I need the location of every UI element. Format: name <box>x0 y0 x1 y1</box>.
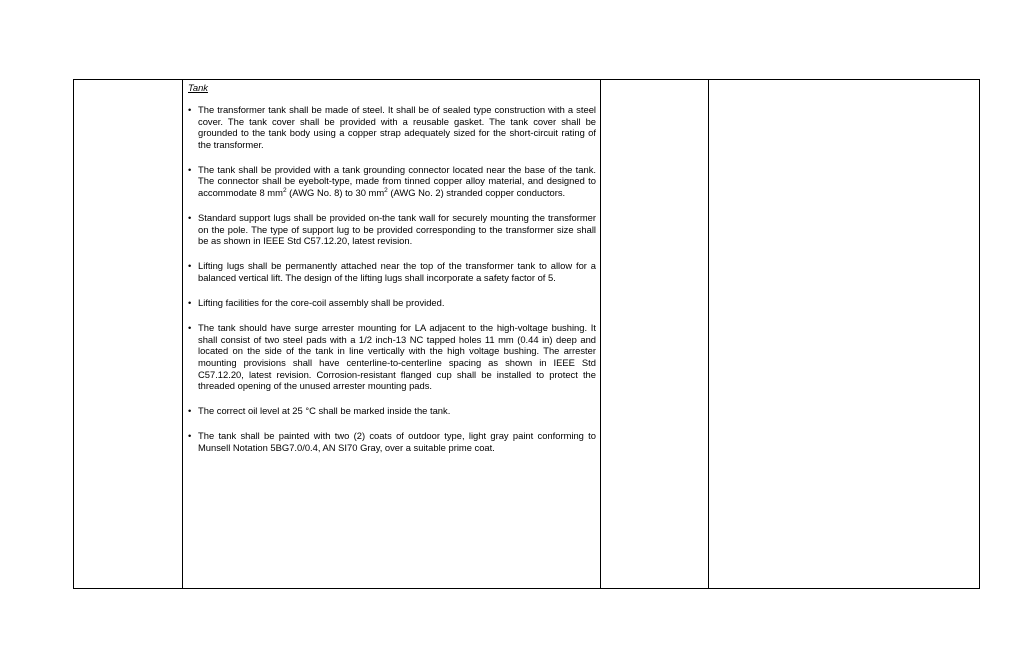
bullet-lifting-lugs: • Lifting lugs shall be permanently attached near the top of the transformer tank to allow for a balanced vertical lift. The design of the lifting lugs shall incorporate a safety factor of 5. <box>188 260 596 283</box>
bullet-lifting-facilities: • Lifting facilities for the core-coil assembly shall be provided. <box>188 297 596 309</box>
bullet-painting: • The tank shall be painted with two (2) coats of outdoor type, light gray paint conforming to Munsell Notation 5BG7.0/0.4, AN SI70 Gray, over a suitable prime coat. <box>188 430 596 453</box>
bullet-list <box>188 104 596 454</box>
requirement-cell <box>183 80 601 589</box>
section-title: Tank <box>188 82 208 93</box>
bullet-text-part: (AWG No. 8) to 30 mm <box>286 187 385 199</box>
bullet-oil-level: • The correct oil level at 25 °C shall be marked inside the tank. <box>188 405 596 417</box>
bullet-support-lugs: • Standard support lugs shall be provided on-the tank wall for securely mounting the transformer on the pole. The type of support lug to be provided corresponding to the transformer size shall be as shown in IEEE Std C57.12.20, latest revision. <box>188 212 596 247</box>
superscript: 2 <box>282 186 287 194</box>
superscript: 2 <box>384 186 388 194</box>
bullet-text-part: The tank shall be provided with a tank grounding connector located near the base of the tank. The connector shall be eyebolt-type, made from tinned copper alloy material, and designed to accommodate 8 mm <box>198 163 596 199</box>
table-row <box>74 80 980 589</box>
bullet-text-part: (AWG No. 2) stranded copper conductors. <box>387 187 566 199</box>
specification-table <box>73 79 980 589</box>
remarks-cell <box>709 80 980 589</box>
bullet-grounding-connector <box>188 164 596 199</box>
item-number-cell <box>74 80 183 589</box>
compliance-cell <box>601 80 709 589</box>
bullet-tank-construction: • The transformer tank shall be made of steel. It shall be of sealed type construction with a steel cover. The tank cover shall be provided with a reusable gasket. The tank cover shall be grounded to the tank body using a copper strap adequately sized for the short-circuit rating of the transformer. <box>188 104 596 150</box>
bullet-surge-arrester: • The tank should have surge arrester mounting for LA adjacent to the high-voltage bushing. It shall consist of two steel pads with a 1/2 inch-13 NC tapped holes 11 mm (0.44 in) deep and located on the side of the tank in line vertically with the high voltage bushing. The arrester mounting provisions shall have centerline-to-centerline spacing as shown in IEEE Std C57.12.20, latest revision. Corrosion-resistant flanged cup shall be installed to protect the threaded opening of the unused arrester mounting pads. <box>188 322 596 392</box>
